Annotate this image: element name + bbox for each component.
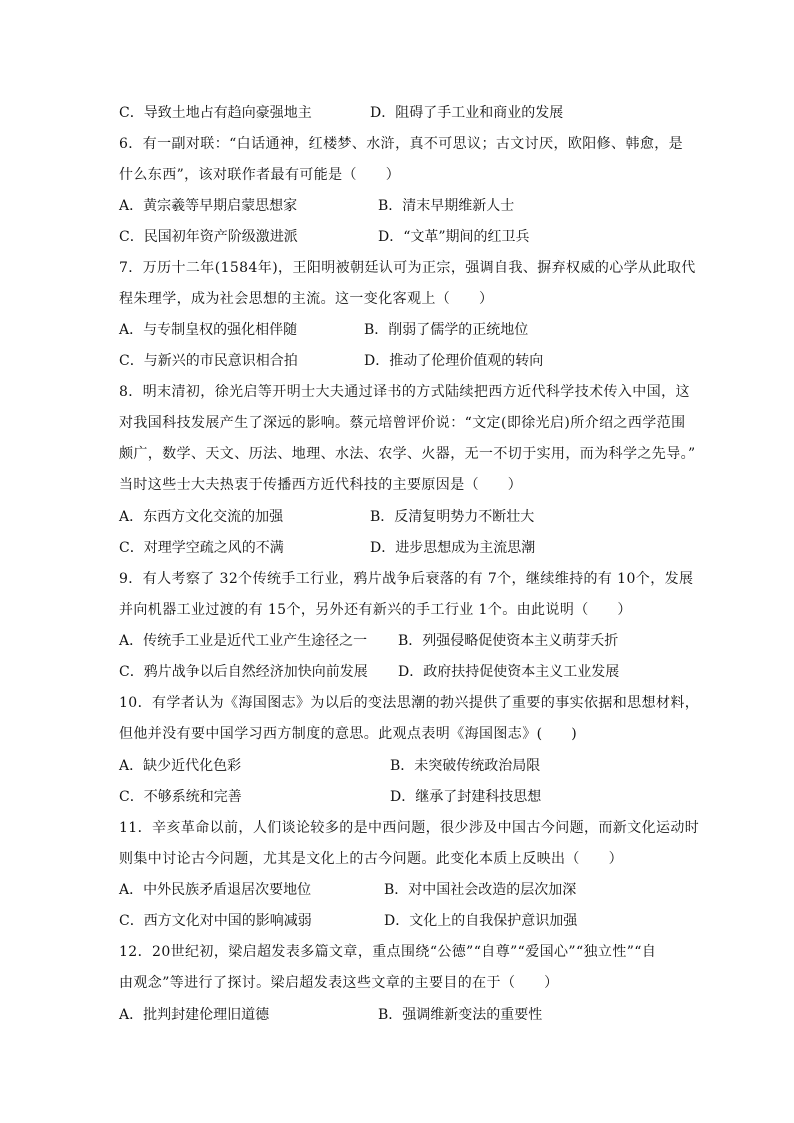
q10-stem-line-1: 10．有学者认为《海国图志》为以后的变法思潮的勃兴提供了重要的事实依据和思想材料， — [119, 695, 700, 711]
q9-option-d: D．政府扶持促使资本主义工业发展 — [398, 664, 620, 680]
q8-stem-line-3: 颇广，数学、天文、历法、地理、水法、农学、火器，无一不切于实用，而为科学之先导。” — [119, 446, 696, 462]
q10-option-c: C．不够系统和完善 — [119, 789, 242, 805]
q6-option-a: A．黄宗羲等早期启蒙思想家 — [119, 198, 298, 214]
q7-option-b: B．削弱了儒学的正统地位 — [364, 322, 529, 338]
q8-option-a: A．东西方文化交流的加强 — [119, 509, 284, 525]
q5-option-c: C．导致土地占有趋向豪强地主 — [119, 105, 312, 121]
q9-stem-line-1: 9．有人考察了 32个传统手工行业，鸦片战争后衰落的有 7个，继续维持的有 10个，发展 — [119, 571, 694, 587]
q7-stem-line-1: 7．万历十二年(1584年)，王阳明被朝廷认可为正宗，强调自我、摒弃权威的心学从此取代 — [119, 260, 696, 276]
q5-option-d: D．阻碍了手工业和商业的发展 — [370, 105, 564, 121]
q9-option-c: C．鸦片战争以后自然经济加快向前发展 — [119, 664, 368, 680]
q11-option-c: C．西方文化对中国的影响减弱 — [119, 913, 312, 929]
q8-option-b: B．反清复明势力不断壮大 — [370, 509, 535, 525]
q9-stem-line-2: 并向机器工业过渡的有 15个，另外还有新兴的手工行业 1个。由此说明（ ） — [119, 602, 632, 618]
q9-option-a: A．传统手工业是近代工业产生途径之一 — [119, 633, 368, 649]
q8-stem-line-2: 对我国科技发展产生了深远的影响。蔡元培曾评价说：“文定(即徐光启)所介绍之西学范围 — [119, 415, 686, 431]
q9-option-b: B．列强侵略促使资本主义萌芽夭折 — [398, 633, 619, 649]
q11-option-b: B．对中国社会改造的层次加深 — [384, 882, 577, 898]
q11-option-a: A．中外民族矛盾退居次要地位 — [119, 882, 312, 898]
q7-stem-line-2: 程朱理学，成为社会思想的主流。这一变化客观上（ ） — [119, 291, 494, 307]
q10-option-d: D．继承了封建科技思想 — [390, 789, 542, 805]
q12-stem-line-2: 由观念”等进行了探讨。梁启超发表这些文章的主要目的在于（ ） — [119, 975, 559, 991]
q8-option-c: C．对理学空疏之风的不满 — [119, 540, 284, 556]
q6-option-b: B．清末早期维新人士 — [378, 198, 515, 214]
q12-option-a: A．批判封建伦理旧道德 — [119, 1007, 270, 1023]
q7-option-c: C．与新兴的市民意识相合拍 — [119, 353, 298, 369]
q8-stem-line-1: 8．明末清初，徐光启等开明士大夫通过译书的方式陆续把西方近代科学技术传入中国，这 — [119, 384, 690, 400]
q7-option-d: D．推动了伦理价值观的转向 — [364, 353, 544, 369]
q6-stem-line-2: 什么东西”，该对联作者最有可能是（ ） — [119, 167, 401, 183]
q11-stem-line-1: 11．辛亥革命以前，人们谈论较多的是中西问题，很少涉及中国古今问题，而新文化运动时 — [119, 820, 700, 836]
q6-option-d: D．“文革”期间的红卫兵 — [378, 229, 530, 245]
q8-option-d: D．进步思想成为主流思潮 — [370, 540, 536, 556]
q12-stem-line-1: 12．20世纪初，梁启超发表多篇文章，重点围绕“公德”“自尊”“爱国心”“独立性”“自 — [119, 944, 657, 960]
q11-option-d: D．文化上的自我保护意识加强 — [384, 913, 578, 929]
q11-stem-line-2: 则集中讨论古今问题，尤其是文化上的古今问题。此变化本质上反映出（ ） — [119, 851, 623, 867]
q10-option-a: A．缺少近代化色彩 — [119, 758, 242, 774]
q12-option-b: B．强调维新变法的重要性 — [378, 1007, 543, 1023]
q7-option-a: A．与专制皇权的强化相伴随 — [119, 322, 298, 338]
q8-stem-line-4: 当时这些士大夫热衷于传播西方近代科技的主要原因是（ ） — [119, 477, 523, 493]
q6-stem-line-1: 6．有一副对联：“白话通神，红楼梦、水浒，真不可思议；古文讨厌，欧阳修、韩愈，是 — [119, 136, 684, 152]
q6-option-c: C．民国初年资产阶级激进派 — [119, 229, 298, 245]
q10-option-b: B．未突破传统政治局限 — [390, 758, 541, 774]
q10-stem-line-2: 但他并没有要中国学习西方制度的意思。此观点表明《海国图志》( ) — [119, 726, 578, 742]
